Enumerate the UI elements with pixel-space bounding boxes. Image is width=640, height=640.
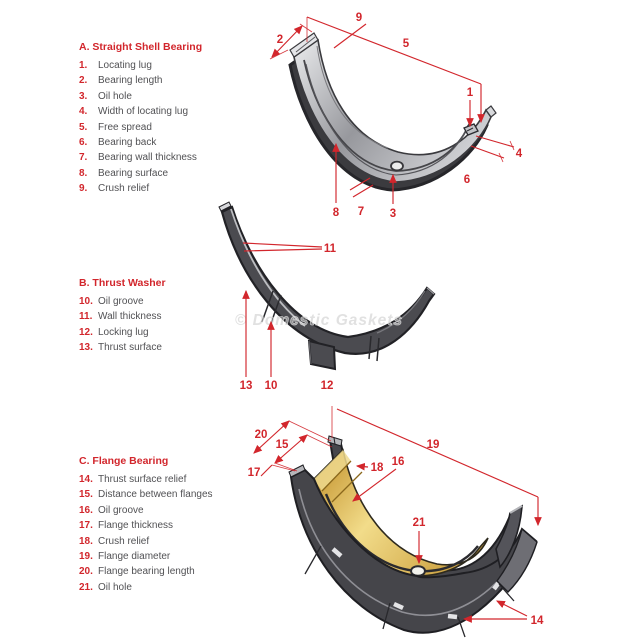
legend-item: 18. Crush relief [79,535,150,547]
thrust-washer-illustration [219,202,434,369]
callout-a-bearing-back [464,174,470,186]
svg-text:12: 12 [320,380,334,392]
thrust-washer-body [222,207,434,354]
flange-oil-hole [411,566,425,576]
section-a-title: A. Straight Shell Bearing [79,41,203,53]
legend-item: 5. Free spread [79,121,152,133]
svg-text:10: 10 [264,380,278,392]
callout-a-locating-lug [467,87,474,126]
legend-item: 15. Distance between flanges [79,489,213,501]
legend-item: 17. Flange thickness [79,520,174,532]
legend-item: 19. Flange diameter [79,551,171,563]
legend-item: 10. Oil groove [79,296,144,307]
svg-text:9: 9 [355,12,363,24]
svg-text:19: 19 [426,439,440,451]
callout-c-flange-thickness [248,465,295,479]
legend-item: 8. Bearing surface [79,167,169,179]
callout-a-crush-relief [334,12,366,48]
svg-text:16: 16 [391,456,405,468]
straight-shell-bearing-illustration [290,33,496,190]
oil-hole [391,162,403,171]
watermark: © Domestic Gaskets [234,312,404,329]
flange-bearing-illustration [289,436,537,637]
legend-item: 2. Bearing length [79,75,163,87]
legend-item: 21. Oil hole [79,581,132,593]
legend-item: 7. Bearing wall thickness [79,152,197,164]
legend-item: 16. Oil groove [79,504,144,516]
callout-b-oil-groove [265,322,278,392]
svg-text:13: 13 [239,380,253,392]
legend-item: 1. Locating lug [79,60,152,71]
svg-text:8: 8 [332,207,340,219]
legend-item: 9. Crush relief [79,183,150,195]
legend-item: 12. Locking lug [79,326,149,338]
svg-text:7: 7 [357,206,365,218]
svg-text:3: 3 [389,208,397,220]
svg-text:1: 1 [466,87,474,99]
svg-text:15: 15 [275,439,289,451]
legend-item: 14. Thrust surface relief [79,474,187,485]
callout-b-locking-lug [321,380,334,392]
svg-text:14: 14 [530,615,544,627]
section-b-title: B. Thrust Washer [79,277,166,289]
callout-b-thrust-surface [240,291,253,392]
callout-b-wall-thickness [243,243,337,255]
legend-item: 13. Thrust surface [79,342,162,354]
legend-item: 4. Width of locating lug [79,106,189,118]
legend-item: 3. Oil hole [79,90,132,102]
svg-text:17: 17 [247,467,261,479]
section-c-title: C. Flange Bearing [79,455,169,467]
washer-inner-highlight [231,209,305,326]
svg-text:21: 21 [412,517,426,529]
svg-text:6: 6 [463,174,471,186]
svg-text:20: 20 [254,429,268,441]
legend-item: 6. Bearing back [79,137,157,149]
svg-text:11: 11 [323,243,337,255]
legend-item: 20. Flange bearing length [79,566,195,578]
legend-item: 11. Wall thickness [79,311,162,323]
svg-text:2: 2 [276,34,284,46]
svg-text:5: 5 [402,38,410,50]
svg-text:18: 18 [370,462,384,474]
svg-text:4: 4 [515,148,523,160]
